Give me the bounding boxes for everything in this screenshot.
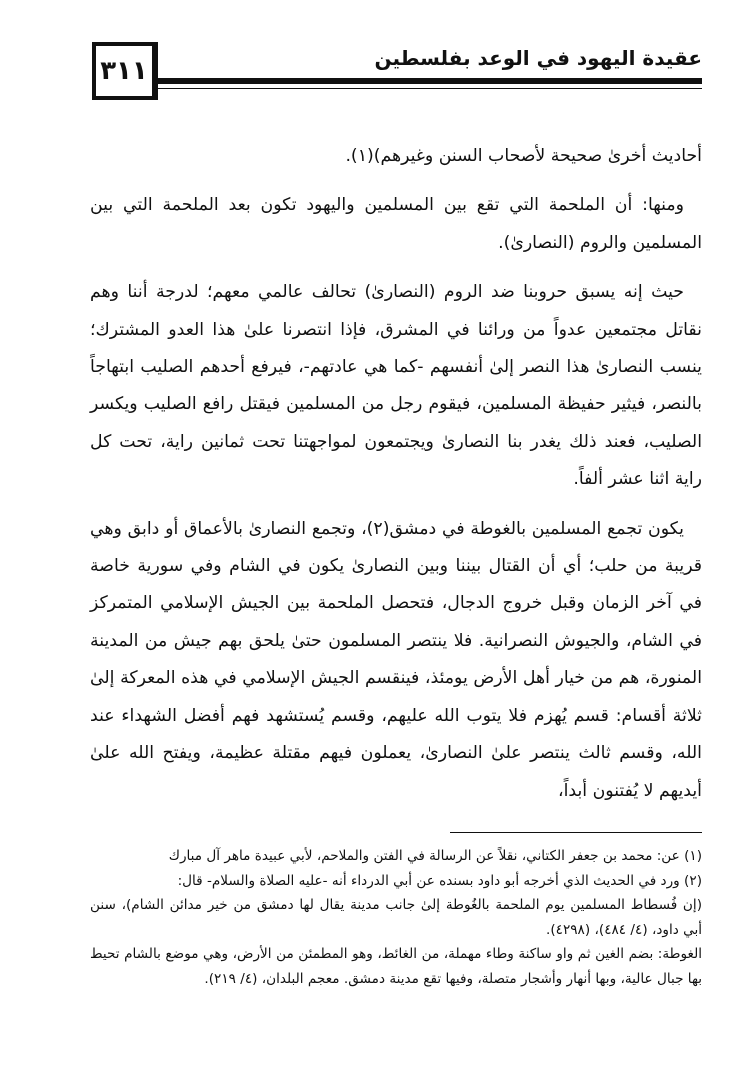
footnotes	[90, 844, 702, 992]
paragraph: يكون تجمع المسلمين بالغوطة في دمشق(٢)، وتجمع النصارىٰ بالأعماق أو دابق وهي قريبة من حلب؛ أي أن القتال بيننا وبين النصارىٰ يكون في الشام وفي سورية خاصة في آخر الزمان وقبل خروج الدجال، فتحصل الملحمة بين الجيش الإسلامي المتمركز في الشام، والجيوش النصرانية. فلا ينتصر المسلمون حتىٰ يلحق بهم جيش من المدينة المنورة، هم من خيار أهل الأرض يومئذ، فينقسم الجيش الإسلامي في هذه المعركة إلىٰ ثلاثة أقسام: قسم يُهزم فلا يتوب الله عليهم، وقسم يُستشهد فهم أفضل الشهداء عند الله، وقسم ثالث ينتصر علىٰ النصارىٰ، يعملون فيهم مقتلة عظيمة، ويفتح الله علىٰ أيديهم لا يُفتنون أبداً،	[90, 518, 702, 801]
footnote: (٢) ورد في الحديث الذي أخرجه أبو داود بسنده عن أبي الدرداء أنه -عليه الصلاة والسلام- قال:	[177, 872, 702, 889]
header-rule	[158, 78, 702, 84]
footnote-separator	[450, 832, 702, 833]
paragraph: ومنها: أن الملحمة التي تقع بين المسلمين واليهود تكون بعد الملحمة التي بين المسلمين والروم (النصارىٰ).	[90, 195, 702, 253]
header-rule-thin	[158, 88, 702, 89]
paragraph: أحاديث أخرىٰ صحيحة لأصحاب السنن وغيرهم)(١).	[345, 146, 702, 166]
running-title: عقيدة اليهود في الوعد بفلسطين	[374, 46, 702, 70]
paragraph: حيث إنه يسبق حروبنا ضد الروم (النصارىٰ) تحالف عالمي معهم؛ لدرجة أننا وهم نقاتل مجتمعين عدواً من ورائنا في المشرق، فإذا انتصرنا علىٰ هذا العدو المشترك؛ ينسب النصارىٰ هذا النصر إلىٰ أنفسهم -كما هي عادتهم-، فيرفع أحدهم الصليب ابتهاجاً بالنصر، فيثير حفيظة المسلمين، فيقوم رجل من المسلمين فيقتل رافع الصليب ويكسر الصليب، فعند ذلك يغدر بنا النصارىٰ ويجتمعون لمواجهتنا تحت ثمانين راية، تحت كل راية اثنا عشر ألفاً.	[90, 282, 702, 490]
page-header	[92, 42, 702, 102]
footnote: الغوطة: بضم الغين ثم واو ساكنة وطاء مهملة، من الغائط، وهو المطمئن من الأرض، وهي موضع بالشام تحيط بها جبال عالية، وبها أنهار وأشجار متصلة، وفيها تقع مدينة دمشق. معجم البلدان، (٤/ ٢١٩).	[90, 946, 702, 987]
page-number: ٣١١	[92, 42, 158, 100]
footnote: (إن فُسطاط المسلمين يوم الملحمة بالغُوطة إلىٰ جانب مدينة يقال لها دمشق من خير مدائن الشام)، سنن أبي داود، (٤/ ٤٨٤)، (٤٢٩٨).	[90, 897, 702, 938]
footnote: (١) عن: محمد بن جعفر الكتاني، نقلاً عن الرسالة في الفتن والملاحم، لأبي عبيدة ماهر آل مبارك	[168, 848, 702, 864]
main-text	[90, 138, 702, 822]
